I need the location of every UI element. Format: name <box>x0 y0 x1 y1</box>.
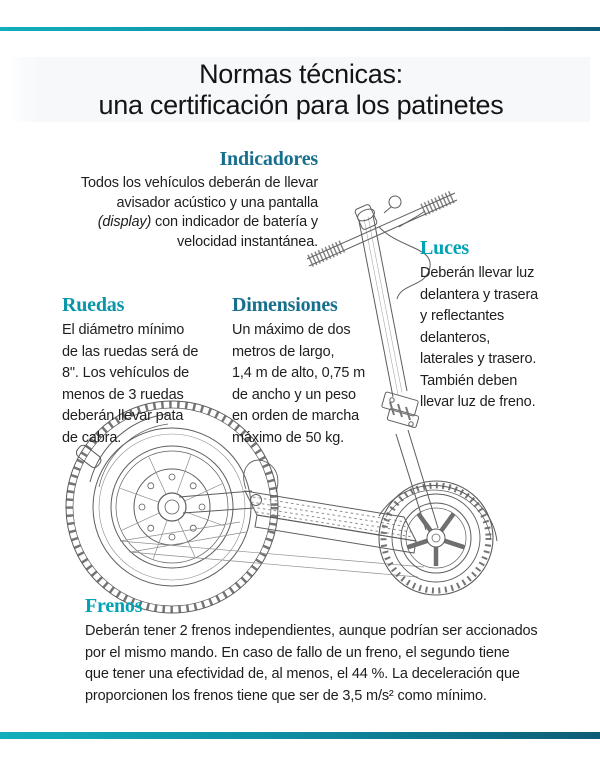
front-wheel <box>379 430 497 595</box>
title-band <box>12 57 590 122</box>
body-line: Todos los vehículos deberán de llevar <box>80 175 318 191</box>
body-line: menos de 3 ruedas <box>62 386 184 403</box>
chassis-lines <box>120 522 424 577</box>
body-line: deberán llevar pata <box>62 408 184 424</box>
bottom-gradient-rule <box>0 732 600 739</box>
section-ruedas <box>62 294 237 449</box>
top-gradient-rule <box>0 27 600 31</box>
brake-disc-holes <box>139 474 205 540</box>
text-frenos <box>85 621 575 707</box>
heading-dimensiones: Dimensiones <box>232 294 338 316</box>
brake-lever <box>399 211 425 227</box>
text-luces <box>420 263 590 414</box>
body-line: delanteros, <box>420 329 491 346</box>
body-line: de las ruedas será de <box>62 343 199 360</box>
section-indicadores <box>58 148 318 252</box>
body-line: y reflectantes <box>420 308 505 324</box>
deck-grip-texture <box>251 497 413 537</box>
text-indicadores <box>58 174 318 252</box>
body-line: llevar luz de freno. <box>420 394 536 410</box>
body-line: en orden de marcha <box>232 408 360 424</box>
body-line: de ancho y un peso <box>232 386 356 403</box>
body-line: Deberán llevar luz <box>420 265 535 281</box>
body-line: por el mismo mando. En caso de fallo de un freno, el segundo tiene <box>85 644 510 661</box>
heading-ruedas: Ruedas <box>62 294 125 316</box>
text-dimensiones <box>232 320 392 449</box>
bar-clamp <box>354 204 378 231</box>
body-line: metros de largo, <box>232 343 335 360</box>
section-dimensiones <box>232 294 392 449</box>
bell <box>389 196 401 208</box>
heading-frenos: Frenos <box>85 595 143 617</box>
body-line: de cabra. <box>62 429 122 446</box>
body-line: 1,4 m de alto, 0,75 m <box>232 365 366 381</box>
body-line: avisador acústico y una pantalla <box>116 194 318 211</box>
heading-indicadores: Indicadores <box>219 148 318 170</box>
body-line-rest: con indicador de batería y <box>151 214 318 230</box>
body-line: Un máximo de dos <box>232 322 351 338</box>
section-luces <box>420 237 590 414</box>
body-line: También deben <box>420 372 518 389</box>
body-line: que tener una efectividad de, al menos, el 44 %. La deceleración que <box>85 666 520 682</box>
heading-luces: Luces <box>420 237 470 259</box>
body-line: El diámetro mínimo <box>62 322 185 338</box>
body-line: velocidad instantánea. <box>177 233 318 250</box>
body-line: laterales y trasero. <box>420 351 537 367</box>
body-line: proporcionen los frenos tiene que ser de 3,5 m/s² como mínimo. <box>85 687 487 704</box>
front-spokes <box>408 514 465 566</box>
front-fender-inner <box>386 490 491 540</box>
right-grip <box>423 196 454 210</box>
italic-display-word: (display) <box>97 214 152 230</box>
body-line: 8". Los vehículos de <box>62 365 190 381</box>
body-line: máximo de 50 kg. <box>232 429 345 446</box>
body-line <box>58 213 318 233</box>
section-frenos <box>85 595 575 707</box>
front-fender-outer <box>379 485 497 541</box>
page-title-line1: Normas técnicas: <box>199 58 403 89</box>
page-title-line2: una certificación para los patinetes <box>98 89 504 120</box>
rear-spokes <box>120 455 223 558</box>
body-line: delantera y trasera <box>420 286 539 303</box>
body-line: Deberán tener 2 frenos independientes, aunque podrían ser accionados <box>85 623 538 639</box>
deck-and-frame <box>120 460 424 577</box>
text-ruedas <box>62 320 237 449</box>
